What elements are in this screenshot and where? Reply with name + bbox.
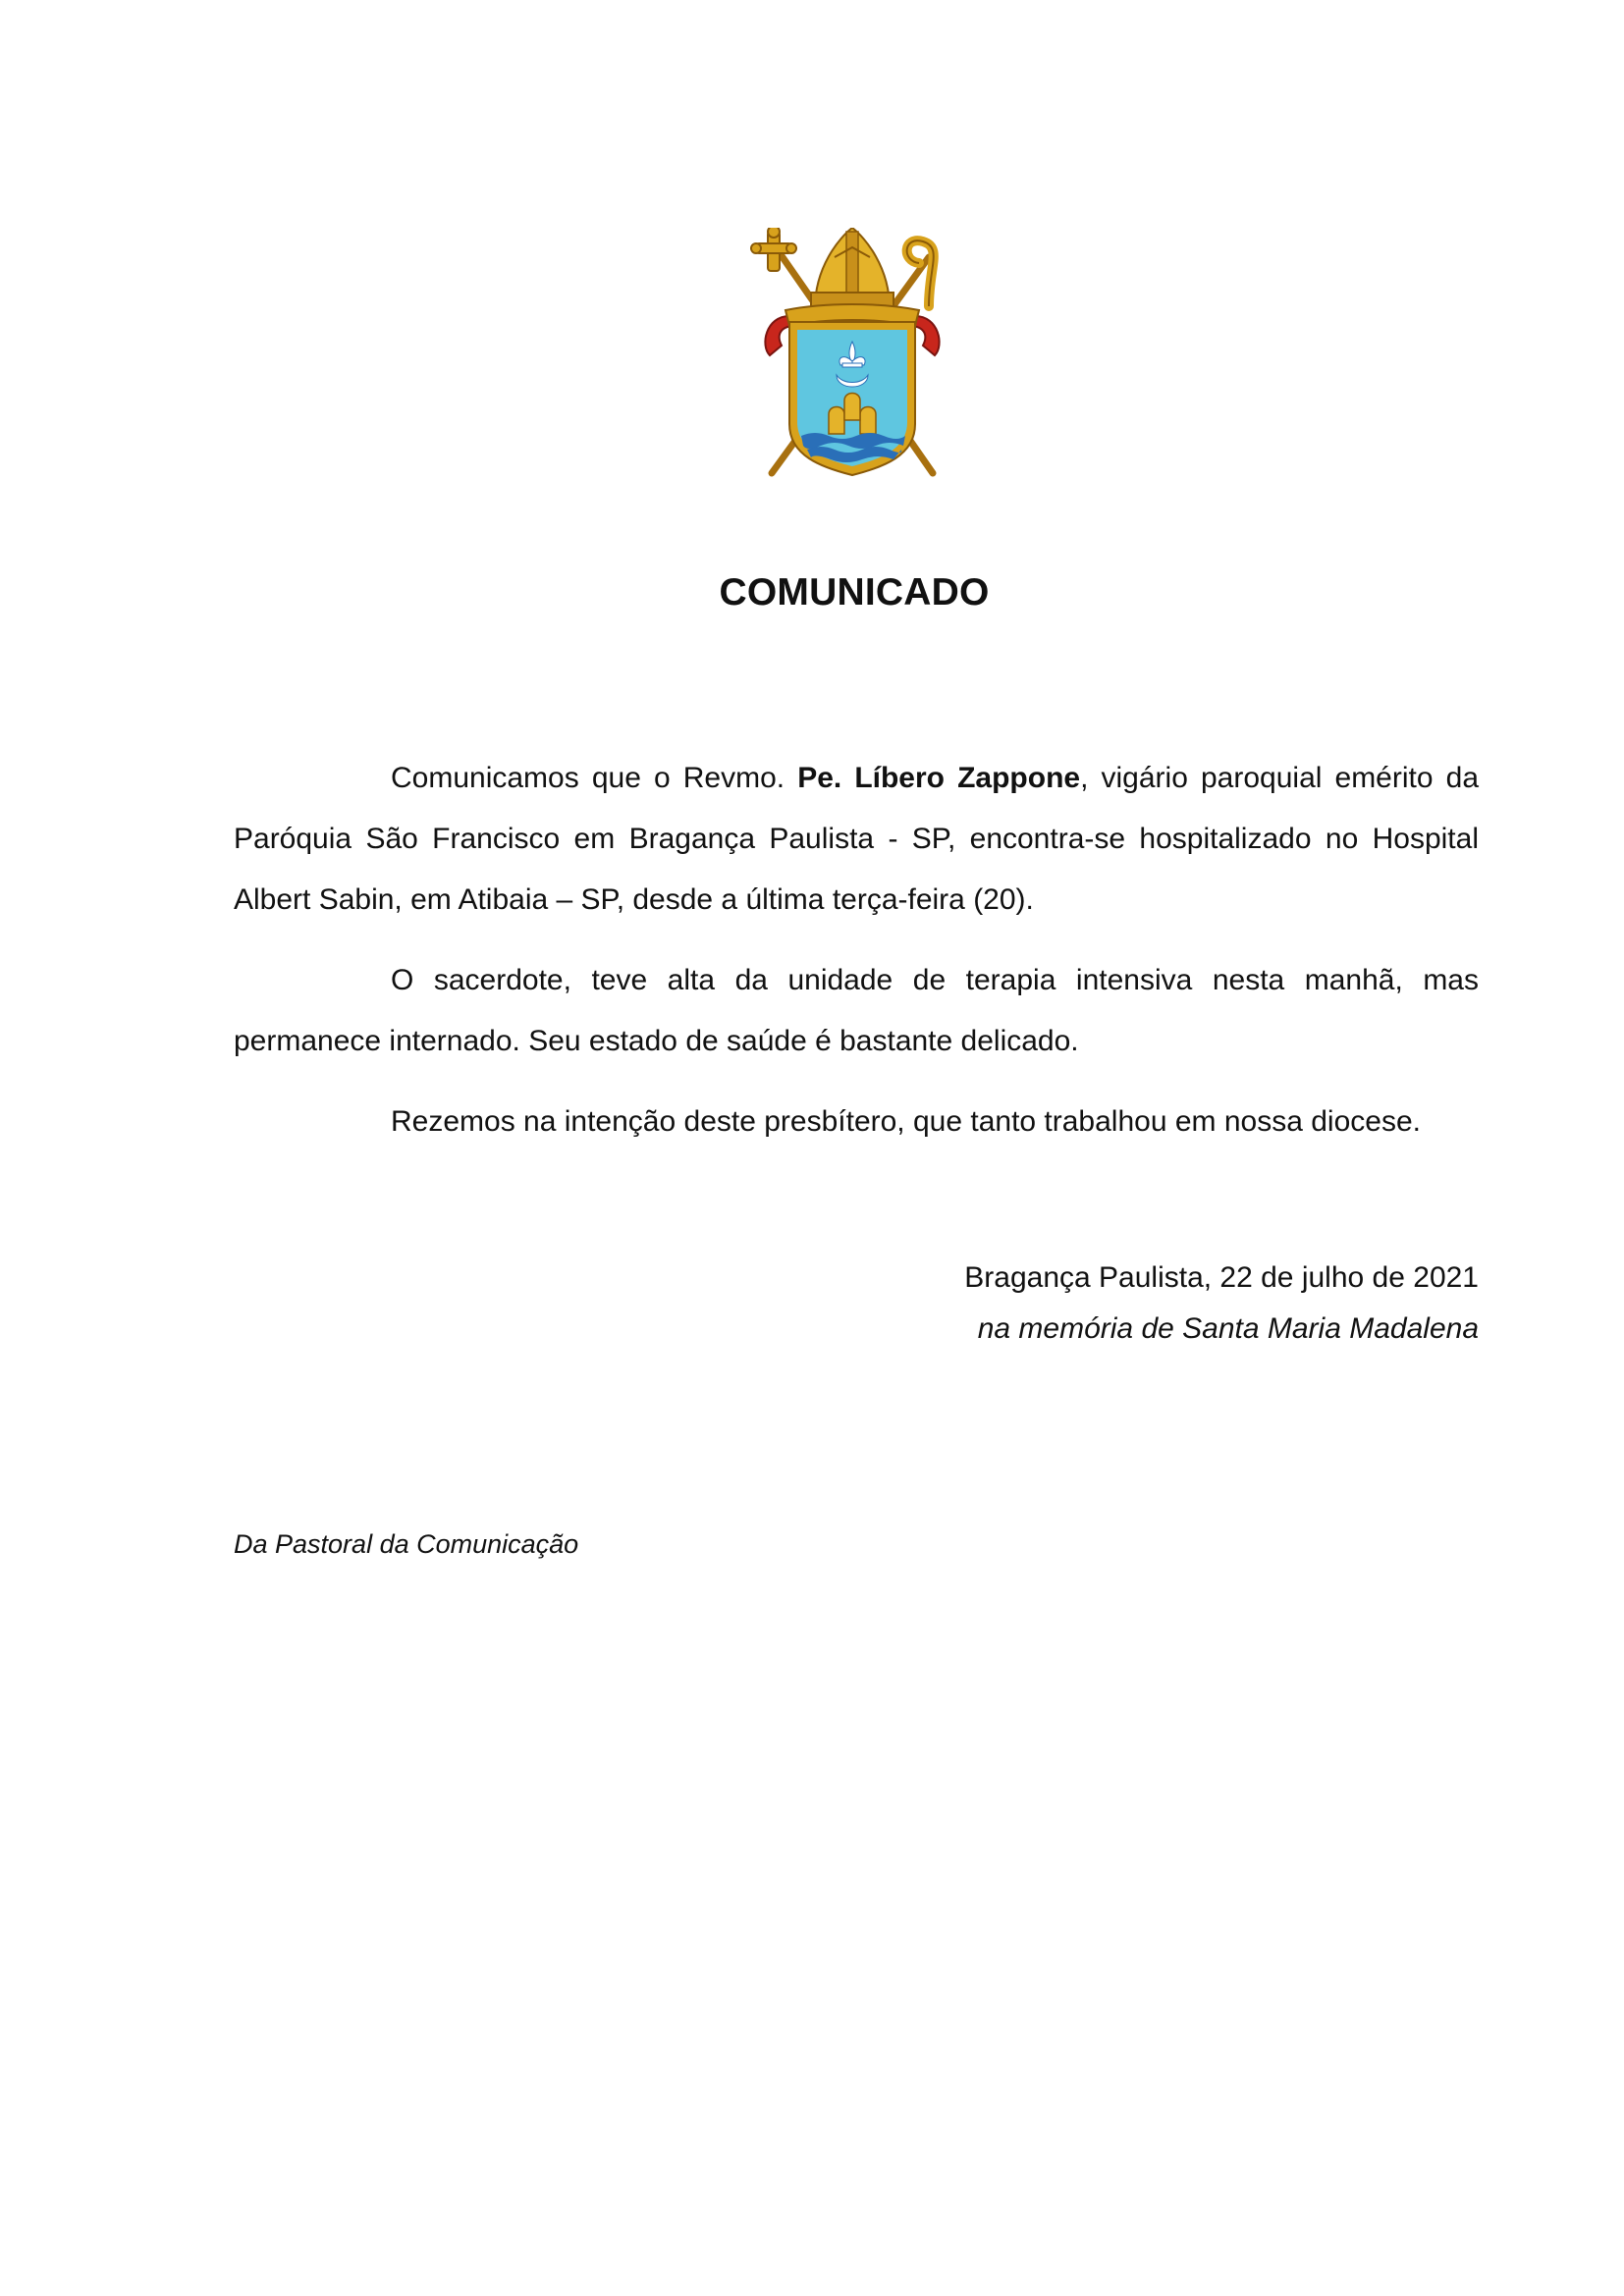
paragraph-1 bbox=[234, 748, 1479, 931]
signature-block bbox=[687, 1253, 1479, 1355]
diocese-crest-icon bbox=[746, 228, 958, 483]
footer-credit: Da Pastoral da Comunicação bbox=[234, 1529, 579, 1559]
document-body bbox=[234, 748, 1479, 1172]
paragraph-1-intro: Comunicamos que o Revmo. bbox=[391, 762, 798, 794]
place-date: Bragança Paulista, 22 de julho de 2021 bbox=[964, 1261, 1479, 1294]
priest-name: Pe. Líbero Zappone bbox=[797, 762, 1081, 794]
paragraph-2: O sacerdote, teve alta da unidade de terapia intensiva nesta manhã, mas permanece internado. Seu estado de saúde é bastante delicado. bbox=[234, 964, 1479, 1057]
memorial-line: na memória de Santa Maria Madalena bbox=[977, 1312, 1479, 1345]
paragraph-1-rest: , vigário paroquial emérito da Paróquia São Francisco em Bragança Paulista - SP, encontra-se hospitalizado no Hospital Albert Sabin, em Atibaia – SP, desde a última terça-feira (20). bbox=[234, 762, 1479, 916]
document-title: COMUNICADO bbox=[719, 571, 990, 614]
paragraph-3: Rezemos na intenção deste presbítero, que tanto trabalhou em nossa diocese. bbox=[391, 1105, 1421, 1138]
